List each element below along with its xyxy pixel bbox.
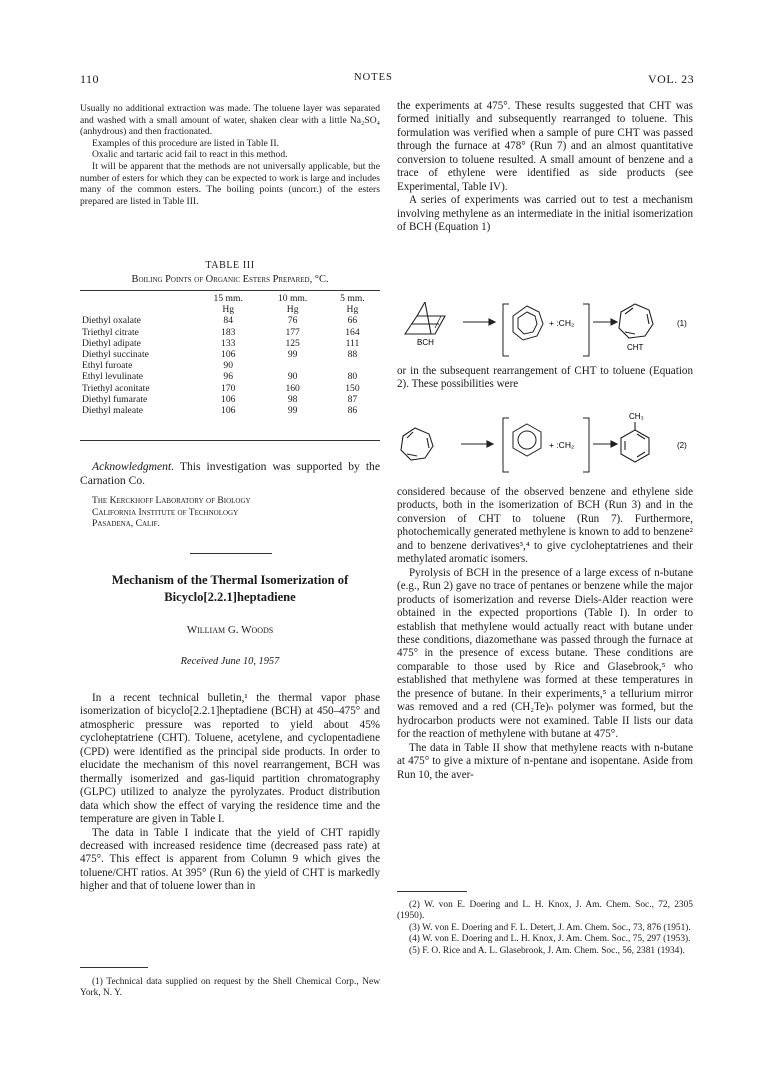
boiling-points-table (80, 293, 380, 416)
methyl-label: CH₃ (629, 412, 644, 421)
table-label: TABLE III (205, 260, 255, 271)
table-top-rule (80, 290, 380, 291)
equation-number: (1) (677, 319, 687, 328)
volume-label: VOL. 23 (648, 72, 695, 86)
table-row (80, 338, 380, 349)
plus-methylene: + :CH₂ (549, 318, 575, 328)
boiling-point-cell: 88 (347, 349, 358, 361)
boiling-point-cell: 90 (223, 360, 233, 372)
table-row (80, 371, 380, 382)
right-body (397, 486, 693, 782)
body-paragraph: The data in Table II show that methylene reacts with n-butane at 475° to give a mixture of n-pentane and isopentane. Aside from Run 10, the aver- (397, 741, 693, 781)
cycloheptatriene-ring (513, 306, 543, 340)
table-title: Boiling Points of Organic Esters Prepared, °C. (131, 274, 329, 285)
intro-paragraph: It will be apparent that the methods are not universally applicable, but the number of esters for which they can be expected to work is large and includes many of the common esters. The boiling points (uncorr.) of the esters prepared are listed in Table III. (80, 160, 380, 207)
plus-methylene: + :CH₂ (549, 440, 575, 450)
right-bracket (583, 418, 589, 472)
table-row (80, 349, 380, 360)
article-title (80, 572, 380, 606)
affiliation-line: California Institute of Technology (92, 506, 239, 518)
table-row (80, 360, 380, 371)
intro-paragraph: Examples of this procedure are listed in Table II. (92, 137, 279, 149)
affiliation-line: Pasadena, Calif. (92, 518, 160, 530)
footnote: (1) Technical data supplied on request by the Shell Chemical Corp., New York, N. Y. (80, 977, 380, 999)
acknowledgment-lead: Acknowledgment. (92, 460, 175, 473)
boiling-point-cell: 125 (285, 337, 300, 349)
column-unit: Hg (222, 304, 235, 316)
table-bottom-rule (80, 440, 380, 441)
article-title-line: Bicyclo[2.2.1]heptadiene (164, 590, 296, 604)
boiling-point-cell: 98 (287, 393, 298, 405)
equation-2 (397, 410, 693, 478)
intro-block (80, 103, 380, 207)
bch-label: BCH (417, 338, 434, 347)
arrow-icon (593, 319, 617, 325)
boiling-point-cell: 87 (347, 393, 358, 405)
toluene-structure (621, 422, 649, 462)
table-row (80, 394, 380, 405)
equation-1 (397, 296, 693, 358)
boiling-point-cell: 90 (287, 371, 298, 383)
article-divider (190, 553, 272, 554)
bch-structure (405, 302, 445, 334)
ester-name: Diethyl adipate (82, 337, 141, 349)
left-body (80, 692, 380, 894)
right-mid (397, 365, 693, 392)
footnote-rule (80, 967, 148, 968)
cycloheptatriene-structure (401, 428, 433, 460)
boiling-point-cell: 99 (287, 405, 298, 417)
boiling-point-cell: 133 (221, 337, 236, 349)
benzene-ring (513, 424, 541, 456)
ester-name: Ethyl furoate (82, 360, 133, 372)
ester-name: Triethyl citrate (82, 326, 139, 338)
body-paragraph: Pyrolysis of BCH in the presence of a large excess of n-butane (e.g., Run 2) gave no trace of pentanes or benzene while the major products of isomerization and reverse Diels-Alder reaction were obtained in the expected proportions (Table I). In order to establish that methylene would actually react with butane under these conditions, diazomethane was passed through the furnace at 475° in the presence of excess butane. These conditions are comparable to those used by Rice and Glasebrook,⁵ who established that methylene was formed at these temperatures in the presence of butane. In their experiments,⁵ a tellurium mirror was removed and a red (CH₂Te)ₙ polymer was formed, but the hydrocarbon products were not examined. Table II lists our data for the reaction of methylene with butane at 475°. (397, 566, 693, 741)
affiliation (92, 495, 251, 530)
ester-name: Ethyl levulinate (82, 371, 144, 383)
author: William G. Woods (186, 624, 274, 636)
boiling-point-cell: 66 (347, 315, 358, 327)
article-title-line: Mechanism of the Thermal Isomerization of (111, 573, 349, 587)
left-bracket (503, 304, 509, 356)
left-footnotes (80, 977, 380, 1000)
ester-name: Triethyl aconitate (82, 382, 150, 394)
body-paragraph: the experiments at 475°. These results suggested that CHT was formed initially and subsequently rearranged to toluene. This formulation was verified when a sample of pure CHT was passed through the furnace at 478° (Run 7) and an almost quantitative conversion to toluene resulted. A small amount of benzene and a trace of ethylene were identified as side products (see Experimental, Table IV). (397, 100, 693, 193)
affiliation-line: The Kerckhoff Laboratory of Biology (92, 495, 251, 506)
cht-label: CHT (627, 343, 644, 352)
table-row (80, 315, 380, 326)
ester-name: Diethyl fumarate (82, 393, 148, 405)
right-bracket (583, 304, 589, 356)
arrow-icon (463, 319, 495, 325)
arrow-icon (461, 441, 493, 447)
right-top (397, 100, 693, 235)
table-row (80, 327, 380, 338)
body-paragraph: A series of experiments was carried out to test a mechanism involving methylene as an intermediate in the initial isomerization of BCH (Equation 1) (397, 194, 693, 234)
ester-name: Diethyl oxalate (82, 315, 141, 327)
boiling-point-cell: 177 (285, 326, 300, 338)
ester-name: Diethyl succinate (82, 349, 149, 361)
boiling-point-cell: 106 (221, 349, 236, 361)
table-iii (80, 293, 380, 416)
boiling-point-cell: 111 (345, 337, 360, 349)
running-section: NOTES (354, 72, 393, 83)
boiling-point-cell: 96 (223, 371, 233, 383)
footnote: (2) W. von E. Doering and L. H. Knox, J. Am. Chem. Soc., 72, 2305 (1950). (397, 900, 693, 922)
intro-paragraph: Oxalic and tartaric acid fail to react in this method. (92, 149, 288, 161)
table-row (80, 405, 380, 416)
column-unit: Hg (346, 304, 359, 316)
boiling-point-cell: 150 (345, 382, 360, 394)
boiling-point-cell: 170 (221, 382, 236, 394)
footnote: (3) W. von E. Doering and F. L. Detert, J. Am. Chem. Soc., 73, 876 (1951). (409, 922, 691, 933)
table-body (80, 315, 380, 416)
boiling-point-cell (325, 360, 380, 371)
arrow-icon (593, 441, 617, 447)
column-header: 10 mm. (277, 293, 308, 304)
footnote-rule (397, 891, 467, 892)
boiling-point-cell: 164 (345, 326, 360, 338)
column-unit: Hg (286, 304, 299, 316)
ester-name: Diethyl maleate (82, 405, 144, 417)
boiling-point-cell (260, 360, 324, 371)
boiling-point-cell: 76 (287, 315, 298, 327)
body-paragraph: In a recent technical bulletin,¹ the thermal vapor phase isomerization of bicyclo[2.2.1]heptadiene (BCH) at 450–475° and atmospheric pressure was reported to yield about 45% cycloheptatriene (CHT). Toluene, acetylene, and cyclopentadiene (CPD) were identified as the principal side products. In order to elucidate the mechanism of this novel rearrangement, BCH was thermally isomerized and gas-liquid partition chromatography (GLPC) utilized to analyze the pyrolyzates. Product distribution data which show the effect of varying the residence time and the temperature are given in Table I. (80, 692, 380, 826)
table-row (80, 383, 380, 394)
footnote: (4) W. von E. Doering and L. H. Knox, J. Am. Chem. Soc., 75, 297 (1953). (409, 934, 691, 945)
cht-structure (619, 304, 653, 338)
boiling-point-cell: 106 (221, 405, 236, 417)
body-paragraph: considered because of the observed benzene and ethylene side products, both in the isomerization of BCH (Run 3) and in the conversion of CHT to toluene (Run 7). Furthermore, photochemically generated methylene is known to add to benzene² and to benzene derivatives³,⁴ to give cycloheptatrienes and their methylated aromatic isomers. (397, 486, 693, 566)
acknowledgment (80, 460, 380, 489)
column-header: 15 mm. (213, 293, 243, 304)
left-bracket (503, 418, 509, 472)
boiling-point-cell: 86 (347, 405, 358, 417)
boiling-point-cell: 160 (285, 382, 300, 394)
body-paragraph: The data in Table I indicate that the yield of CHT rapidly decreased with increased residence time (decreased pass rate) at 475°. This effect is apparent from Column 9 which gives the toluene/CHT ratios. At 395° (Run 6) the yield of CHT is markedly higher and that of toluene lower than in (80, 826, 380, 893)
page-number: 110 (80, 72, 100, 86)
boiling-point-cell: 99 (287, 349, 298, 361)
body-paragraph: or in the subsequent rearrangement of CHT to toluene (Equation 2). These possibilities were (397, 365, 693, 391)
received-date: Received June 10, 1957 (180, 656, 280, 667)
boiling-point-cell: 80 (347, 371, 358, 383)
intro-paragraph: Usually no additional extraction was made. The toluene layer was separated and washed with a small amount of water, shaken clear with a little Na₂SO₄ (anhydrous) and then fractionated. (80, 103, 380, 138)
boiling-point-cell: 183 (221, 326, 236, 338)
footnote: (5) F. O. Rice and A. L. Glasebrook, J. Am. Chem. Soc., 56, 2381 (1934). (409, 945, 685, 956)
right-footnotes (397, 900, 693, 957)
boiling-point-cell: 106 (221, 393, 236, 405)
equation-number: (2) (677, 441, 687, 450)
boiling-point-cell: 84 (223, 315, 233, 327)
acknowledgment-text: This investigation was supported by the Carnation Co. (80, 460, 380, 488)
column-header: 5 mm. (340, 293, 365, 304)
